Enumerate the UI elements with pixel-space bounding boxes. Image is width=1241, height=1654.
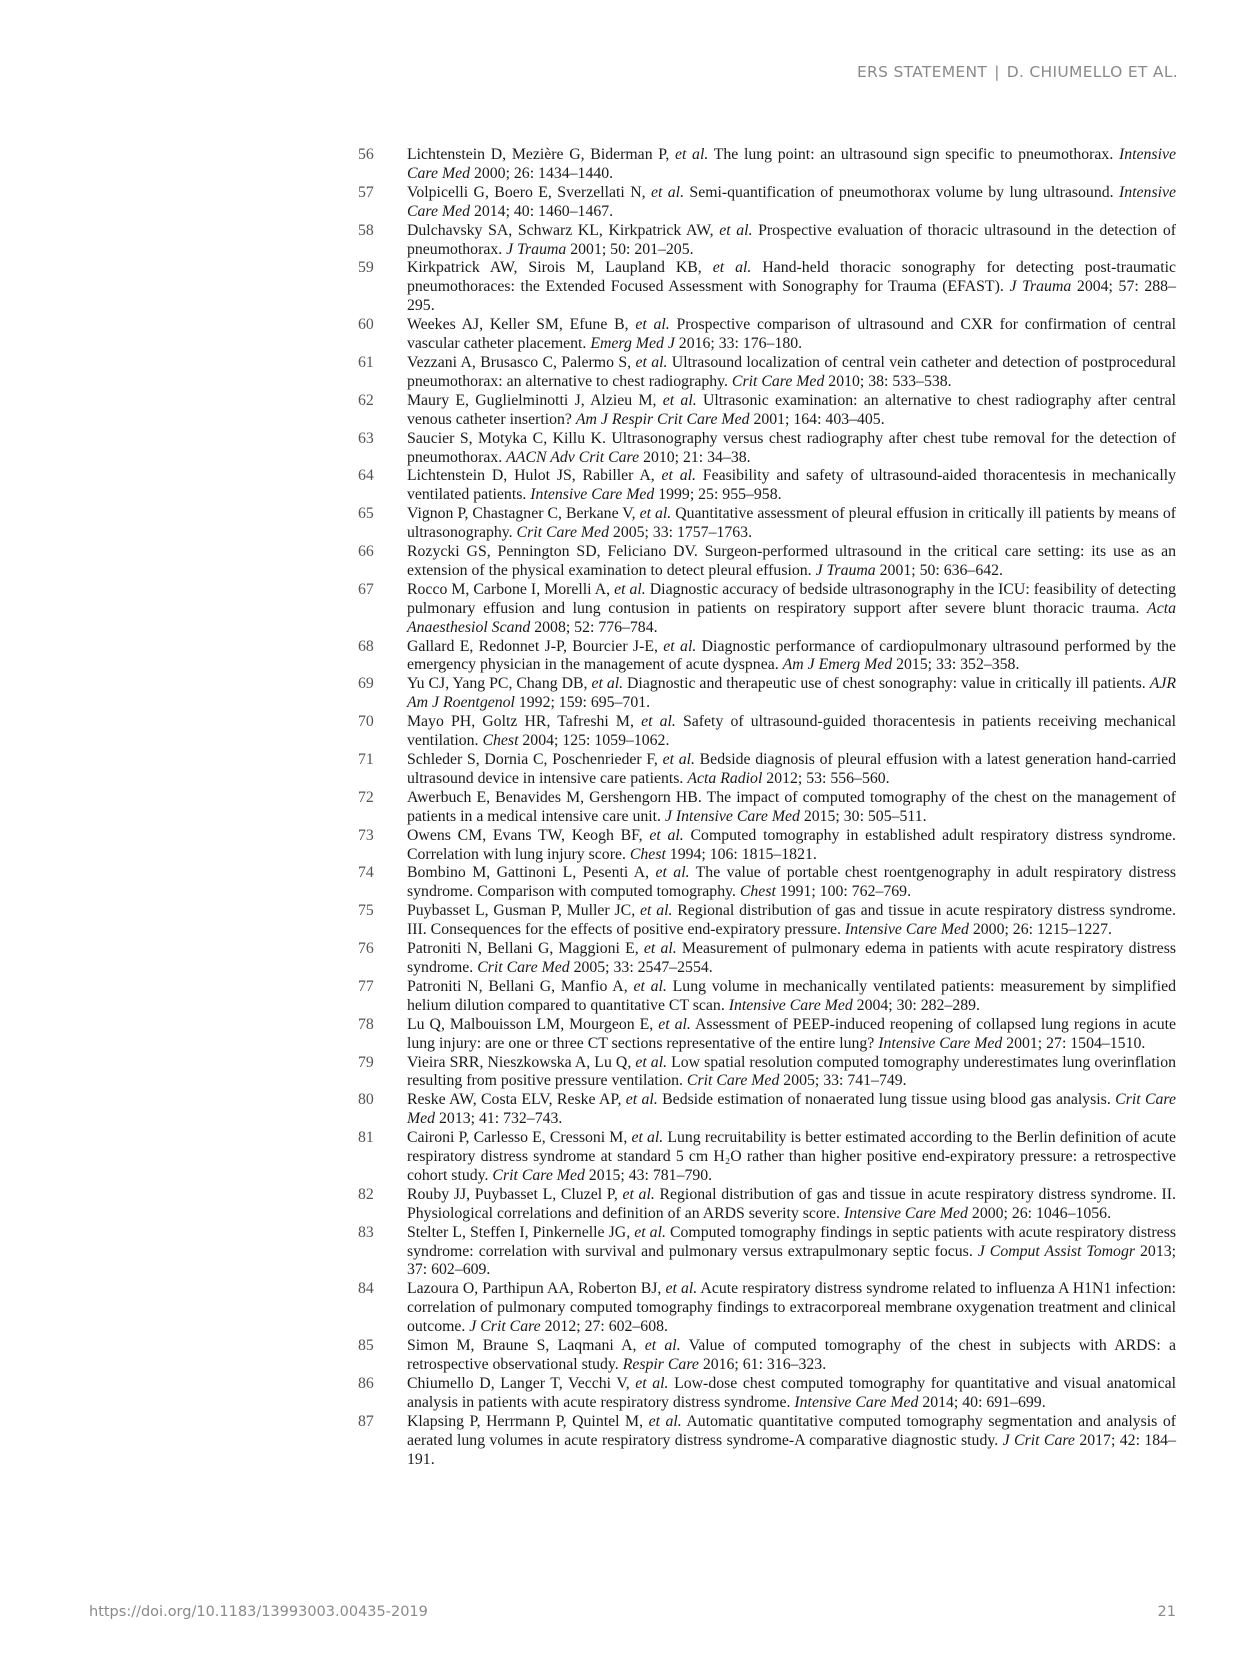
- reference-item: [358, 505, 1176, 543]
- reference-et-al: et al.: [635, 1374, 669, 1392]
- reference-authors: Mayo PH, Goltz HR, Tafreshi M,: [407, 713, 642, 731]
- reference-text: [407, 1337, 1176, 1373]
- reference-title: Feasibility and safety of ultrasound-aided thoracentesis in mechanically ventilated patients.: [407, 467, 1176, 504]
- reference-number: 80: [358, 1091, 374, 1109]
- reference-authors: Maury E, Guglielminotti J, Alzieu M,: [407, 391, 663, 409]
- reference-text: [407, 713, 1176, 749]
- reference-authors: Simon M, Braune S, Laqmani A,: [407, 1337, 645, 1355]
- reference-journal: Intensive Care Med: [878, 1034, 1003, 1052]
- reference-item: [358, 864, 1176, 902]
- reference-title: Ultrasonic examination: an alternative to chest radiography after central venous catheter insertion?: [407, 391, 1176, 428]
- reference-authors: Rouby JJ, Puybasset L, Cluzel P,: [407, 1185, 623, 1203]
- reference-number: 83: [358, 1223, 374, 1241]
- reference-text: [407, 675, 1176, 711]
- reference-et-al: et al.: [650, 183, 685, 201]
- reference-item: [358, 902, 1176, 940]
- reference-item: [358, 581, 1176, 638]
- reference-citation: 2014; 40: 1460–1467.: [470, 202, 614, 220]
- reference-authors: Reske AW, Costa ELV, Reske AP,: [407, 1091, 626, 1109]
- reference-journal: Crit Care Med: [492, 1166, 585, 1184]
- reference-authors: Stelter L, Steffen I, Pinkernelle JG,: [407, 1223, 635, 1241]
- reference-item: [358, 1413, 1176, 1470]
- reference-title: Prospective evaluation of thoracic ultrasound in the detection of pneumothorax.: [407, 221, 1176, 258]
- reference-item: [358, 713, 1176, 751]
- reference-number: 63: [358, 429, 374, 447]
- reference-text: [407, 222, 1176, 258]
- reference-text: [407, 581, 1176, 636]
- reference-et-al: et al.: [634, 1223, 666, 1241]
- reference-authors: Lichtenstein D, Mezière G, Biderman P,: [407, 146, 675, 163]
- reference-text: [407, 827, 1176, 863]
- reference-title: Ultrasound localization of central vein catheter and detection of postprocedural pneumothorax: an alternative to chest radiography.: [407, 353, 1176, 390]
- reference-citation: 2016; 61: 316–323.: [698, 1356, 827, 1373]
- reference-number: 65: [358, 505, 374, 523]
- reference-number: 70: [358, 713, 374, 731]
- reference-title: Measurement of pulmonary edema in patients with acute respiratory distress syndrome.: [407, 940, 1176, 976]
- reference-authors: Puybasset L, Gusman P, Muller JC,: [407, 902, 640, 920]
- reference-number: 61: [358, 353, 374, 371]
- reference-number: 66: [358, 543, 374, 561]
- reference-et-al: et al.: [643, 940, 677, 958]
- reference-authors: Kirkpatrick AW, Sirois M, Laupland KB,: [407, 259, 713, 277]
- reference-text: [407, 1016, 1176, 1052]
- reference-item: [358, 316, 1176, 354]
- reference-et-al: et al.: [633, 977, 667, 995]
- reference-et-al: et al.: [622, 1185, 655, 1203]
- reference-text: [407, 1280, 1176, 1335]
- reference-citation: 2015; 43: 781–790.: [584, 1166, 713, 1184]
- reference-title: Diagnostic performance of cardiopulmonary ultrasound performed by the emergency physician in the management of acute dyspnea.: [407, 637, 1177, 674]
- reference-text: [407, 1375, 1176, 1411]
- reference-text: [407, 1129, 1176, 1184]
- reference-et-al: et al.: [712, 259, 752, 277]
- doi-link[interactable]: https://doi.org/10.1183/13993003.00435-2019: [89, 1604, 428, 1620]
- reference-item: [358, 940, 1176, 978]
- reference-title: Lung recruitability is better estimated according to the Berlin definition of acute respiratory distress syndrome at standard 5 cm H₂O rather than higher positive end-expiratory pressure: a retrospective cohort study.: [407, 1129, 1176, 1184]
- reference-journal: J Comput Assist Tomogr: [977, 1242, 1136, 1260]
- reference-item: [358, 638, 1176, 676]
- reference-text: [407, 392, 1176, 428]
- reference-authors: Lu Q, Malbouisson LM, Mourgeon E,: [407, 1015, 659, 1033]
- running-header: [857, 63, 1178, 81]
- reference-authors: Patroniti N, Bellani G, Manfio A,: [407, 977, 634, 995]
- reference-citation: 2001; 50: 201–205.: [566, 240, 694, 258]
- reference-item: [358, 146, 1176, 184]
- reference-citation: 2012; 53: 556–560.: [762, 769, 890, 787]
- reference-journal: Intensive Care Med: [843, 1204, 968, 1222]
- reference-journal: Crit Care Med: [407, 1091, 1176, 1128]
- reference-text: [407, 940, 1176, 976]
- reference-citation: 1999; 25: 955–958.: [654, 486, 782, 504]
- reference-title: Quantitative assessment of pleural effusion in critically ill patients by means of ultrasonography.: [407, 505, 1176, 542]
- reference-authors: Caironi P, Carlesso E, Cressoni M,: [407, 1129, 632, 1147]
- reference-citation: 1994; 106: 1815–1821.: [665, 845, 817, 863]
- reference-et-al: et al.: [639, 902, 673, 920]
- reference-citation: 2013; 41: 732–743.: [435, 1110, 563, 1128]
- reference-title: Diagnostic accuracy of bedside ultrasonography in the ICU: feasibility of detecting pulmonary effusion and lung contusion in patients on respiratory support after severe blunt thoracic trauma.: [407, 580, 1177, 617]
- header-authors: D. CHIUMELLO ET AL.: [1006, 63, 1178, 81]
- reference-et-al: et al.: [662, 391, 697, 409]
- reference-number: 84: [358, 1280, 374, 1298]
- reference-et-al: et al.: [665, 1280, 698, 1298]
- reference-title: Lung volume in mechanically ventilated patients: measurement by simplified helium dilution compared to quantitative CT scan.: [407, 977, 1176, 1014]
- reference-text: [407, 902, 1176, 938]
- reference-authors: Owens CM, Evans TW, Keogh BF,: [407, 826, 650, 844]
- reference-item: [358, 430, 1176, 468]
- reference-number: 85: [358, 1337, 374, 1355]
- reference-et-al: et al.: [591, 675, 624, 693]
- reference-number: 75: [358, 902, 374, 920]
- reference-title: Low-dose chest computed tomography for quantitative and visual anatomical analysis in patients with acute respiratory distress syndrome.: [407, 1374, 1176, 1411]
- reference-authors: Schleder S, Dornia C, Poschenrieder F,: [407, 751, 663, 768]
- reference-citation: 2012; 27: 602–608.: [540, 1318, 668, 1336]
- reference-et-al: et al.: [662, 751, 695, 768]
- reference-citation: 2015; 33: 352–358.: [892, 656, 1020, 674]
- reference-et-al: et al.: [663, 637, 697, 655]
- reference-et-al: et al.: [658, 1015, 691, 1033]
- reference-item: [358, 1337, 1176, 1375]
- reference-citation: 2010; 38: 533–538.: [824, 372, 952, 390]
- page-number: 21: [1157, 1604, 1176, 1620]
- reference-title: Diagnostic and therapeutic use of chest sonography: value in critically ill patients.: [623, 675, 1150, 693]
- reference-citation: 2010; 21: 34–38.: [639, 448, 751, 466]
- reference-text: [407, 184, 1176, 220]
- reference-journal: Am J Respir Crit Care Med: [575, 410, 750, 428]
- reference-item: [358, 751, 1176, 789]
- reference-citation: 2001; 50: 636–642.: [875, 561, 1003, 579]
- reference-number: 67: [358, 580, 374, 598]
- reference-et-al: et al.: [635, 353, 668, 371]
- reference-item: [358, 675, 1176, 713]
- reference-citation: 2004; 30: 282–289.: [852, 996, 980, 1014]
- reference-journal: Intensive Care Med: [407, 146, 1176, 182]
- reference-citation: 2000; 26: 1434–1440.: [470, 164, 614, 182]
- reference-title: The lung point: an ultrasound sign specific to pneumothorax.: [708, 146, 1119, 163]
- reference-citation: 2015; 30: 505–511.: [799, 807, 927, 825]
- reference-number: 76: [358, 940, 374, 958]
- reference-number: 62: [358, 391, 374, 409]
- reference-number: 74: [358, 864, 374, 882]
- reference-title: Regional distribution of gas and tissue in acute respiratory distress syndrome. III. Consequences for the effects of positive end-expiratory pressure.: [407, 902, 1177, 939]
- reference-item: [358, 1054, 1176, 1092]
- reference-journal: Crit Care Med: [686, 1072, 780, 1090]
- reference-journal: Am J Emerg Med: [782, 656, 893, 674]
- reference-journal: Intensive Care Med: [794, 1393, 919, 1411]
- reference-number: 78: [358, 1015, 374, 1033]
- reference-text: [407, 1054, 1176, 1090]
- reference-authors: Vieira SRR, Nieszkowska A, Lu Q,: [407, 1053, 636, 1071]
- reference-title: Prospective comparison of ultrasound and CXR for confirmation of central vascular catheter placement.: [407, 316, 1176, 353]
- reference-citation: 2005; 33: 741–749.: [779, 1072, 907, 1090]
- reference-text: [407, 1224, 1176, 1279]
- reference-citation: 2013; 37: 602–609.: [407, 1242, 1177, 1279]
- reference-authors: Klapsing P, Herrmann P, Quintel M,: [407, 1412, 649, 1430]
- reference-citation: 2001; 27: 1504–1510.: [1002, 1034, 1146, 1052]
- reference-citation: 2017; 42: 184–191.: [407, 1431, 1176, 1468]
- reference-title: Assessment of PEEP-induced reopening of collapsed lung regions in acute lung injury: are one or three CT sections representative of the entire lung?: [407, 1015, 1176, 1052]
- reference-authors: Lichtenstein D, Hulot JS, Rabiller A,: [407, 467, 662, 485]
- reference-text: [407, 543, 1176, 579]
- reference-citation: 2016; 33: 176–180.: [674, 335, 803, 353]
- reference-number: 56: [358, 146, 374, 163]
- reference-authors: Awerbuch E, Benavides M, Gershengorn HB. The impact of computed tomography of the chest on the management of patients in a medical intensive care unit.: [407, 788, 1176, 825]
- reference-list: [358, 146, 1176, 1469]
- reference-title: Computed tomography findings in septic patients with acute respiratory distress syndrome: correlation with survival and pulmonary versus extrapulmonary septic focus.: [407, 1223, 1176, 1260]
- reference-number: 71: [358, 751, 374, 768]
- reference-journal: Chest: [739, 883, 776, 901]
- reference-text: [407, 1186, 1176, 1222]
- reference-authors: Dulchavsky SA, Schwarz KL, Kirkpatrick AW,: [407, 221, 720, 239]
- reference-et-al: et al.: [648, 1412, 682, 1430]
- reference-text: [407, 789, 1176, 825]
- reference-et-al: et al.: [625, 1091, 658, 1109]
- reference-item: [358, 1186, 1176, 1224]
- reference-item: [358, 1091, 1176, 1129]
- reference-journal: J Trauma: [1009, 278, 1072, 296]
- header-section: ERS STATEMENT: [856, 63, 988, 81]
- reference-text: [407, 259, 1176, 314]
- reference-item: [358, 259, 1176, 316]
- reference-et-al: et al.: [649, 826, 684, 844]
- reference-number: 72: [358, 788, 374, 806]
- reference-et-al: et al.: [614, 580, 646, 598]
- reference-journal: J Trauma: [815, 561, 876, 579]
- reference-number: 82: [358, 1185, 374, 1203]
- reference-text: [407, 751, 1176, 787]
- reference-journal: Intensive Care Med: [530, 486, 655, 504]
- reference-citation: 2005; 33: 2547–2554.: [569, 958, 713, 976]
- reference-item: [358, 1016, 1176, 1054]
- reference-item: [358, 354, 1176, 392]
- reference-title: Automatic quantitative computed tomography segmentation and analysis of aerated lung volumes in acute respiratory distress syndrome-A comparative diagnostic study.: [407, 1412, 1177, 1449]
- reference-et-al: et al.: [631, 1129, 664, 1147]
- reference-et-al: et al.: [644, 1337, 681, 1355]
- reference-citation: 2014; 40: 691–699.: [918, 1393, 1046, 1411]
- reference-number: 58: [358, 221, 374, 239]
- reference-citation: 2004; 57: 288–295.: [407, 278, 1176, 315]
- reference-citation: 2008; 52: 776–784.: [530, 618, 658, 636]
- reference-number: 87: [358, 1412, 374, 1430]
- reference-number: 79: [358, 1053, 374, 1071]
- reference-journal: Emerg Med J: [590, 335, 675, 353]
- reference-text: [407, 638, 1176, 674]
- reference-authors: Gallard E, Redonnet J-P, Bourcier J-E,: [407, 637, 664, 655]
- reference-citation: 1992; 159: 695–701.: [514, 694, 651, 712]
- reference-journal: Acta Anaesthesiol Scand: [407, 599, 1176, 636]
- reference-title: Semi-quantification of pneumothorax volume by lung ultrasound.: [684, 183, 1119, 201]
- reference-number: 64: [358, 467, 374, 485]
- reference-title: Computed tomography in established adult respiratory distress syndrome. Correlation with lung injury score.: [407, 826, 1176, 863]
- reference-journal: AACN Adv Crit Care: [506, 448, 640, 466]
- reference-number: 69: [358, 675, 374, 693]
- reference-number: 81: [358, 1129, 374, 1147]
- reference-text: [407, 505, 1176, 541]
- reference-journal: Intensive Care Med: [728, 996, 853, 1014]
- reference-authors: Saucier S, Motyka C, Killu K. Ultrasonography versus chest radiography after chest tube removal for the detection of pneumothorax.: [407, 429, 1176, 466]
- reference-et-al: et al.: [641, 713, 676, 731]
- reference-journal: Crit Care Med: [516, 524, 609, 542]
- reference-authors: Bombino M, Gattinoni L, Pesenti A,: [407, 864, 656, 882]
- reference-item: [358, 392, 1176, 430]
- reference-item: [358, 1129, 1176, 1186]
- reference-text: [407, 467, 1176, 503]
- reference-et-al: et al.: [719, 221, 753, 239]
- reference-citation: 2000; 26: 1215–1227.: [968, 921, 1112, 939]
- reference-et-al: et al.: [639, 505, 672, 523]
- reference-text: [407, 316, 1176, 352]
- reference-text: [407, 430, 1176, 466]
- reference-et-al: et al.: [661, 467, 696, 485]
- reference-et-al: et al.: [674, 146, 709, 163]
- reference-item: [358, 789, 1176, 827]
- reference-authors: Vezzani A, Brusasco C, Palermo S,: [407, 353, 636, 371]
- reference-item: [358, 222, 1176, 260]
- reference-journal: Crit Care Med: [731, 372, 825, 390]
- reference-authors: Weekes AJ, Keller SM, Efune B,: [407, 316, 636, 334]
- reference-number: 59: [358, 259, 374, 277]
- reference-journal: Intensive Care Med: [844, 921, 969, 939]
- reference-item: [358, 184, 1176, 222]
- reference-et-al: et al.: [635, 1053, 668, 1071]
- reference-title: Bedside estimation of nonaerated lung tissue using blood gas analysis.: [657, 1091, 1116, 1109]
- reference-item: [358, 978, 1176, 1016]
- reference-title: Low spatial resolution computed tomography underestimates lung overinflation resulting from positive pressure ventilation.: [407, 1053, 1176, 1090]
- reference-authors: Yu CJ, Yang PC, Chang DB,: [407, 675, 592, 693]
- reference-authors: Rozycki GS, Pennington SD, Feliciano DV. Surgeon-performed ultrasound in the critical care setting: its use as an extension of the physical examination to detect pleural effusion.: [407, 543, 1176, 579]
- reference-authors: Lazoura O, Parthipun AA, Roberton BJ,: [407, 1280, 666, 1298]
- reference-title: Acute respiratory distress syndrome related to influenza A H1N1 infection: correlation of pulmonary computed tomography findings to extracorporeal membrane oxygenation treatment and clinical outcome.: [407, 1280, 1177, 1336]
- reference-title: Bedside diagnosis of pleural effusion with a latest generation hand-carried ultrasound device in intensive care patients.: [407, 751, 1177, 787]
- reference-number: 57: [358, 183, 374, 201]
- reference-authors: Patroniti N, Bellani G, Maggioni E,: [407, 940, 644, 958]
- reference-number: 86: [358, 1374, 374, 1392]
- reference-citation: 2000; 26: 1046–1056.: [967, 1204, 1112, 1222]
- reference-journal: Chest: [482, 732, 519, 750]
- reference-text: [407, 354, 1176, 390]
- reference-title: Regional distribution of gas and tissue in acute respiratory distress syndrome. II. Physiological correlations and definition of an ARDS severity score.: [407, 1185, 1176, 1222]
- reference-journal: AJR Am J Roentgenol: [407, 675, 1176, 712]
- reference-authors: Vignon P, Chastagner C, Berkane V,: [407, 505, 640, 523]
- reference-citation: 2004; 125: 1059–1062.: [518, 732, 670, 750]
- reference-title: The value of portable chest roentgenography in adult respiratory distress syndrome. Comparison with computed tomography.: [407, 864, 1176, 901]
- reference-text: [407, 1413, 1176, 1468]
- reference-title: Hand-held thoracic sonography for detecting post-traumatic pneumothoraces: the Extended Focused Assessment with Sonography for Trauma (EFAST).: [407, 259, 1176, 296]
- reference-authors: Chiumello D, Langer T, Vecchi V,: [407, 1374, 636, 1392]
- reference-text: [407, 978, 1176, 1014]
- reference-journal: Crit Care Med: [477, 958, 570, 976]
- reference-authors: Rocco M, Carbone I, Morelli A,: [407, 580, 615, 598]
- reference-citation: 2005; 33: 1757–1763.: [608, 524, 753, 542]
- reference-number: 68: [358, 637, 374, 655]
- reference-item: [358, 1375, 1176, 1413]
- reference-title: Value of computed tomography of the chest in subjects with ARDS: a retrospective observational study.: [407, 1337, 1176, 1373]
- reference-number: 60: [358, 316, 374, 334]
- reference-title: Safety of ultrasound-guided thoracentesis in patients receiving mechanical ventilation.: [407, 713, 1176, 750]
- reference-journal: Intensive Care Med: [407, 183, 1177, 220]
- reference-citation: 2001; 164: 403–405.: [749, 410, 885, 428]
- reference-journal: J Trauma: [506, 240, 567, 258]
- reference-journal: J Crit Care: [1002, 1431, 1075, 1449]
- reference-text: [407, 146, 1176, 182]
- reference-text: [407, 864, 1176, 900]
- reference-item: [358, 467, 1176, 505]
- reference-journal: J Crit Care: [469, 1318, 541, 1336]
- reference-authors: Volpicelli G, Boero E, Sverzellati N,: [407, 183, 651, 201]
- reference-journal: J Intensive Care Med: [664, 807, 800, 825]
- reference-item: [358, 827, 1176, 865]
- reference-item: [358, 1224, 1176, 1281]
- reference-journal: Chest: [629, 845, 666, 863]
- reference-item: [358, 543, 1176, 581]
- reference-et-al: et al.: [635, 316, 670, 334]
- reference-item: [358, 1280, 1176, 1337]
- reference-journal: Acta Radiol: [687, 769, 763, 787]
- header-separator: |: [994, 63, 1000, 81]
- reference-text: [407, 1091, 1176, 1127]
- reference-citation: 1991; 100: 762–769.: [775, 883, 912, 901]
- reference-number: 73: [358, 826, 374, 844]
- reference-number: 77: [358, 977, 374, 995]
- reference-et-al: et al.: [655, 864, 690, 882]
- reference-journal: Respir Care: [622, 1356, 699, 1373]
